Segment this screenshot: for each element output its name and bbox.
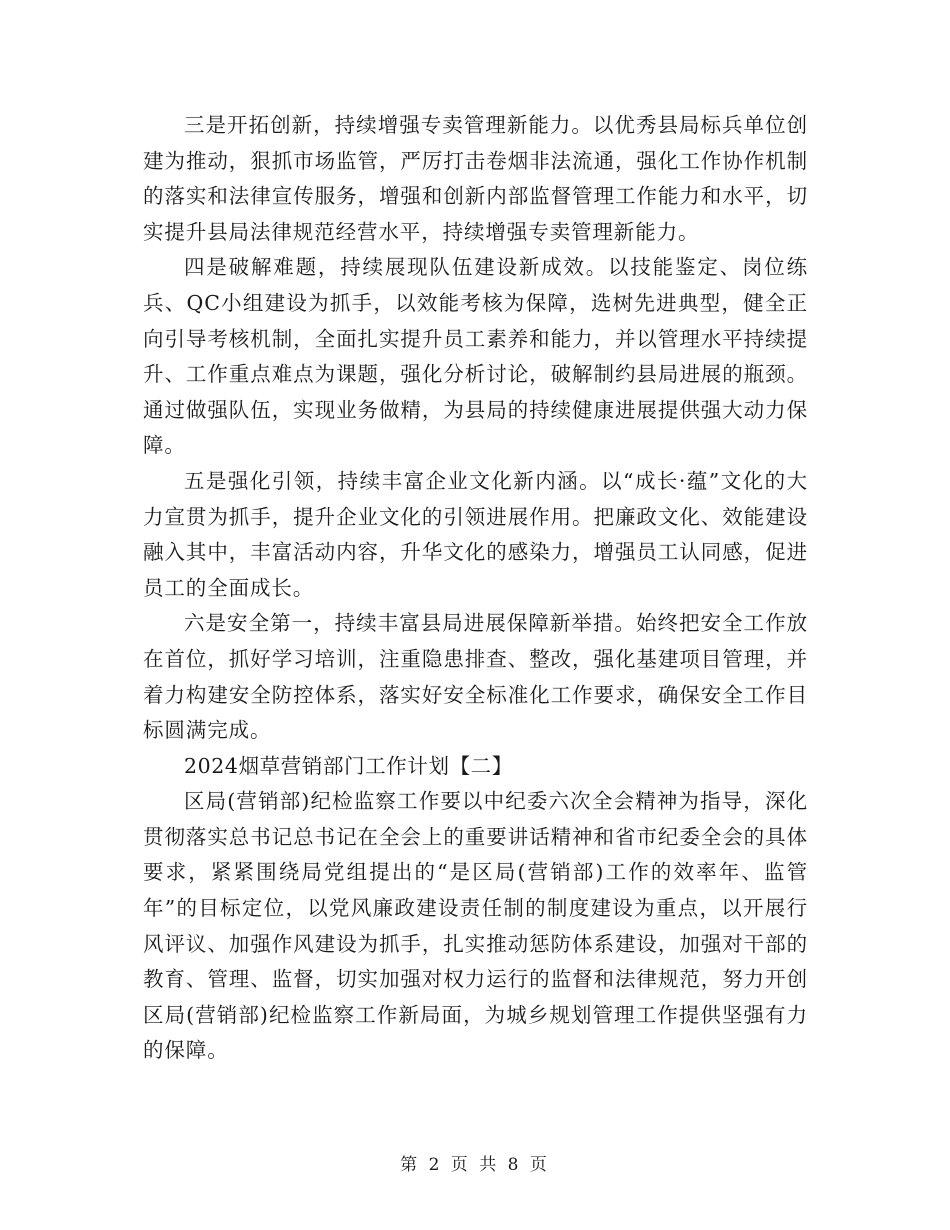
paragraph-innovation: 三是开拓创新，持续增强专卖管理新能力。以优秀县局标兵单位创建为推动，狠抓市场监管，严厉打击卷烟非法流通，强化工作协作机制的落实和法律宣传服务，增强和创新内部监督管理工作能力和水平，切实提升县局法律规范经营水平，持续增强专卖管理新能力。 xyxy=(143,113,808,244)
paragraph-culture: 五是强化引领，持续丰富企业文化新内涵。以“成长·蕴”文化的大力宣贯为抓手，提升企业文化的引领进展作用。把廉政文化、效能建设融入其中，丰富活动内容，升华文化的感染力，增强员工认同感，促进员工的全面成长。 xyxy=(143,468,808,600)
paragraph-team-building: 四是破解难题，持续展现队伍建设新成效。以技能鉴定、岗位练兵、QC小组建设为抓手，以效能考核为保障，选树先进典型，健全正向引导考核机制，全面扎实提升员工素养和能力，并以管理水平持续提升、工作重点难点为课题，强化分析讨论，破解制约县局进展的瓶颈。通过做强队伍，实现业务做精，为县局的持续健康进展提供强大动力保障。 xyxy=(143,255,808,458)
document-body xyxy=(143,108,808,1069)
paragraph-discipline-inspection: 区局(营销部)纪检监察工作要以中纪委六次全会精神为指导，深化贯彻落实总书记总书记在全会上的重要讲话精神和省市纪委全会的具体要求，紧紧围绕局党组提出的“是区局(营销部)工作的效率年、监管年”的目标定位，以党风廉政建设责任制的制度建设为重点，以开展行风评议、加强作风建设为抓手，扎实推动惩防体系建设，加强对干部的教育、管理、监督，切实加强对权力运行的监督和法律规范，努力开创区局(营销部)纪检监察工作新局面，为城乡规划管理工作提供坚强有力的保障。 xyxy=(143,789,808,1063)
section-heading: 2024烟草营销部门工作计划【二】 xyxy=(184,753,513,778)
paragraph-safety: 六是安全第一，持续丰富县局进展保障新举措。始终把安全工作放在首位，抓好学习培训，注重隐患排查、整改，强化基建项目管理，并着力构建安全防控体系，落实好安全标准化工作要求，确保安全工作目标圆满完成。 xyxy=(143,611,808,743)
page-number-footer: 第 2 页 共 8 页 xyxy=(400,1155,550,1175)
